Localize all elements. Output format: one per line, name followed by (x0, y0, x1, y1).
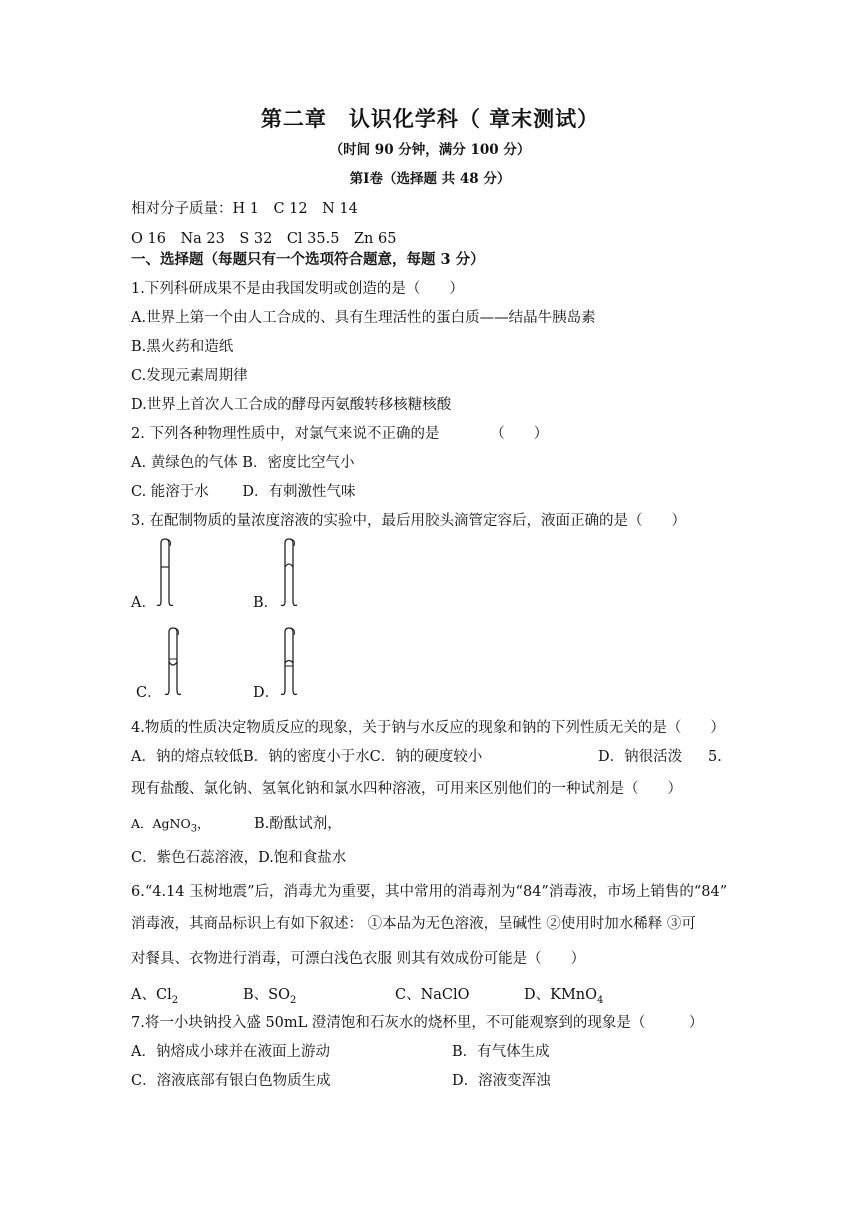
atomic-mass-line-1: 相对分子质量：H 1 C 12 N 14 (131, 201, 358, 217)
question-6-option-c: C、NaClO (395, 987, 470, 1003)
question-6-line-2: 消毒液，其商品标识上有如下叙述： ①本品为无色溶液，呈碱性 ②使用时加水稀释 ③可 (131, 916, 696, 932)
question-3-option-b-label: B． (253, 595, 279, 611)
question-3-option-c-label: C． (136, 685, 162, 701)
question-6-line-1: 6.“4.14 玉树地震”后，消毒尤为重要，其中常用的消毒剂为“84”消毒液，市场上销售的“84” (131, 884, 728, 900)
time-note: （时间 90 分钟，满分 100 分） (329, 142, 531, 158)
question-4-option-d: D．钠很活泼 (598, 749, 683, 765)
question-6-line-3: 对餐具、衣物进行消毒，可漂白浅色衣服 则其有效成份可能是（ ） (131, 951, 586, 967)
question-2-options-cd: C. 能溶于水 D．有刺激性气味 (131, 484, 356, 500)
question-5-option-a: A．AgNO$_3$， (131, 816, 210, 835)
question-1-option-d: D.世界上首次人工合成的酵母丙氨酸转移核糖核酸 (131, 397, 452, 413)
question-5-number: 5. (708, 749, 722, 765)
question-1-option-b: B.黑火药和造纸 (131, 339, 234, 355)
atomic-mass-line-2: O 16 Na 23 S 32 Cl 35.5 Zn 65 (131, 231, 397, 247)
question-7-stem: 7.将一小块钠投入盛 50mL 澄清饱和石灰水的烧杯里，不可能观察到的现象是（ ） (131, 1015, 704, 1031)
question-4-options-abc: A．钠的熔点较低B．钠的密度小于水C．钠的硬度较小 (131, 749, 483, 765)
question-1-option-c: C.发现元素周期律 (131, 368, 248, 384)
test-tube-d-icon (276, 626, 304, 698)
question-1-stem: 1.下列科研成果不是由我国发明或创造的是（ ） (131, 281, 464, 297)
question-2-options-ab: A. 黄绿色的气体 B．密度比空气小 (131, 455, 355, 471)
question-7-option-a: A．钠熔成小球并在液面上游动 (131, 1044, 330, 1060)
test-tube-a-icon (152, 537, 180, 609)
question-6-option-d: D、KMnO$_4$ (524, 987, 604, 1006)
page-title: 第二章 认识化学科（ 章末测试） (260, 106, 600, 131)
test-tube-c-icon (160, 626, 188, 698)
question-5-options-cd: C．紫色石蕊溶液，D.饱和食盐水 (131, 850, 347, 866)
question-5-stem: 现有盐酸、氯化钠、氢氧化钠和氯水四种溶液，可用来区别他们的一种试剂是（ ） (131, 781, 682, 797)
question-7-option-d: D．溶液变浑浊 (452, 1073, 551, 1089)
question-4-stem: 4.物质的性质决定物质反应的现象，关于钠与水反应的现象和钠的下列性质无关的是（ ） (131, 720, 725, 736)
question-2-stem: 2. 下列各种物理性质中，对氯气来说不正确的是 （ ） (131, 426, 549, 442)
part-heading: 第Ⅰ卷（选择题 共 48 分） (349, 171, 511, 187)
question-3-stem: 3. 在配制物质的量浓度溶液的实验中，最后用胶头滴管定容后，液面正确的是（ ） (131, 513, 686, 529)
question-7-option-b: B．有气体生成 (452, 1044, 550, 1060)
question-1-option-a: A.世界上第一个由人工合成的、具有生理活性的蛋白质——结晶牛胰岛素 (131, 310, 596, 326)
question-5-option-b: B.酚酞试剂， (254, 816, 342, 832)
question-7-option-c: C．溶液底部有银白色物质生成 (131, 1073, 331, 1089)
question-6-option-b: B、$SO_2$ (243, 987, 297, 1006)
question-6-option-a: A、$Cl_2$ (131, 987, 179, 1006)
section-heading: 一、选择题（每题只有一个选项符合题意，每题 3 分） (131, 251, 485, 268)
question-3-option-a-label: A． (131, 595, 156, 611)
question-3-option-d-label: D． (253, 685, 280, 701)
test-tube-b-icon (276, 537, 304, 609)
